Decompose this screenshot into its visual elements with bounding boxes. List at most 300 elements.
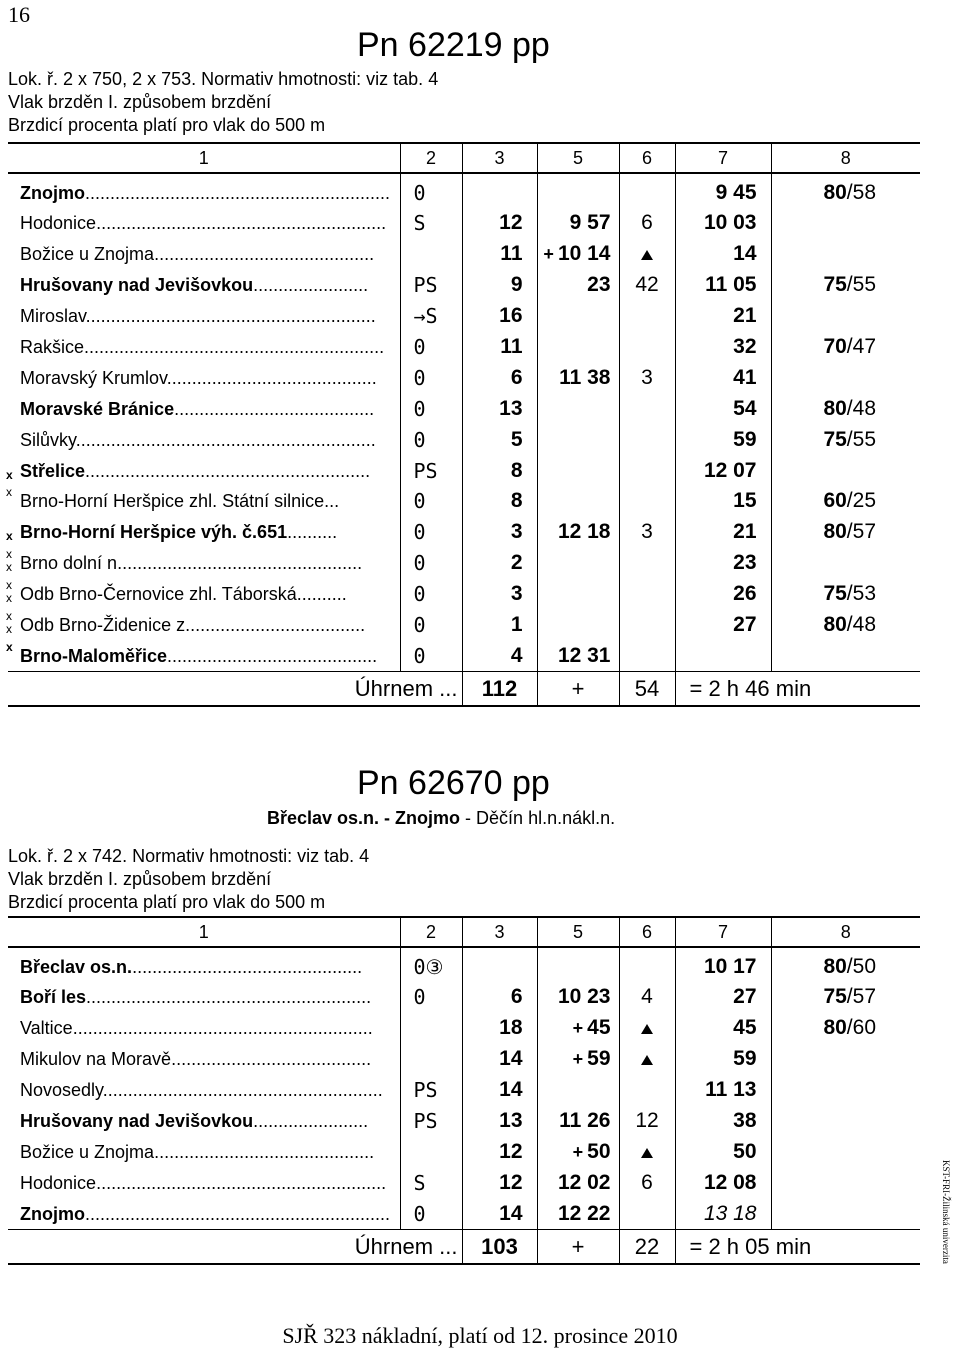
departure-value: 10 17 <box>703 955 757 978</box>
station-label: Novosedly <box>20 1080 103 1101</box>
departure-time <box>675 332 771 363</box>
train-info <box>8 845 369 914</box>
run-time: 14 <box>462 1198 537 1229</box>
departure-value: 50 <box>733 1139 757 1163</box>
info-line: Lok. ř. 2 x 750, 2 x 753. Normativ hmotnosti: viz tab. 4 <box>8 69 439 89</box>
departure-time <box>675 1106 771 1137</box>
departure-time <box>675 1013 771 1044</box>
brake-slash: / <box>846 1016 853 1040</box>
arrival-time <box>537 301 619 332</box>
stop-code: 0 <box>400 517 462 548</box>
info-line: Vlak brzděn I. způsobem brzdění <box>8 92 272 112</box>
timetable <box>8 142 920 707</box>
departure-value: 54 <box>733 396 757 420</box>
dwell-time <box>619 1044 675 1075</box>
brake-percent <box>771 239 920 270</box>
leader-dots: ........................................ <box>171 1049 372 1070</box>
route-subtitle <box>267 808 615 829</box>
footer: SJŘ 323 nákladní, platí od 12. prosince 2010 <box>282 1323 678 1348</box>
station-label: Hrušovany nad Jevišovkou <box>20 1111 254 1131</box>
dwell-time <box>619 640 675 671</box>
arrival-value: 10 23 <box>557 985 611 1009</box>
departure-time <box>675 640 771 671</box>
column-header: 5 <box>537 917 619 947</box>
timetable <box>8 916 920 1265</box>
arrival-value: 23 <box>587 273 611 297</box>
station-label: Brno-Horní Heršpice výh. č.651 <box>20 522 288 543</box>
dwell-time <box>619 424 675 455</box>
x-marker: x <box>6 467 13 482</box>
station-cell <box>8 640 400 671</box>
brake-required: 75 <box>823 582 847 606</box>
train-title: Pn 62670 pp <box>357 764 550 802</box>
station-cell <box>8 579 400 610</box>
brake-percent <box>771 173 920 208</box>
x-marker: x <box>6 529 13 544</box>
table-row <box>8 455 920 486</box>
brake-slash: / <box>846 427 853 451</box>
brake-percent <box>771 982 920 1013</box>
station-label: Znojmo <box>20 1203 85 1224</box>
column-header: 2 <box>400 143 462 173</box>
leader-dots: .......... <box>287 522 338 543</box>
departure-value: 13 18 <box>703 1201 757 1225</box>
total-row <box>8 1230 920 1265</box>
station-name <box>6 609 366 637</box>
column-header: 6 <box>619 917 675 947</box>
departure-value: 14 <box>733 242 757 266</box>
station-label: Valtice <box>20 1018 73 1039</box>
stop-code: 0 <box>400 579 462 610</box>
station-name <box>8 306 376 326</box>
page-number: 16 <box>8 2 30 27</box>
leader-dots: ........................................................ <box>102 1080 383 1101</box>
stop-code <box>400 239 462 270</box>
brake-percent <box>771 548 920 579</box>
brake-percent <box>771 1136 920 1167</box>
stop-code: 0③ <box>400 947 462 982</box>
dwell-time: 4 <box>619 982 675 1013</box>
triangle-icon <box>641 1055 653 1065</box>
departure-time <box>675 982 771 1013</box>
station-label: Brno dolní n. <box>20 553 123 574</box>
station-label: Břeclav os.n. <box>20 957 133 977</box>
arrival-time <box>537 173 619 208</box>
departure-time <box>675 424 771 455</box>
station-label: Hodonice <box>20 1172 97 1193</box>
departure-time <box>675 610 771 641</box>
brake-required: 80 <box>823 396 847 420</box>
table-row <box>8 486 920 517</box>
arrival-value: 50 <box>587 1139 611 1163</box>
total-plus: + <box>537 1230 619 1265</box>
station-cell <box>8 982 400 1013</box>
stop-code: 0 <box>400 362 462 393</box>
brake-actual: 58 <box>852 181 876 204</box>
column-header: 3 <box>462 917 537 947</box>
station-name <box>6 547 363 575</box>
departure-time <box>675 1198 771 1229</box>
departure-value: 27 <box>733 985 757 1009</box>
stop-code: 0 <box>400 173 462 208</box>
brake-percent <box>771 424 920 455</box>
station-name <box>8 1204 390 1224</box>
table-row <box>8 1013 920 1044</box>
table-row <box>8 424 920 455</box>
triangle-icon <box>641 1024 653 1034</box>
station-cell <box>8 455 400 486</box>
run-time: 13 <box>462 1106 537 1137</box>
leader-dots: ............................................................ <box>75 429 376 450</box>
station-label: Rakšice <box>20 337 85 357</box>
total-run: 112 <box>462 672 537 707</box>
arrival-time <box>537 982 619 1013</box>
station-name <box>8 1018 373 1038</box>
brake-slash: / <box>846 335 853 358</box>
stop-code: 0 <box>400 1198 462 1229</box>
x-marker: x <box>6 578 12 593</box>
column-header: 7 <box>675 917 771 947</box>
leader-dots: ............................................ <box>154 1141 375 1162</box>
stop-code: →S <box>400 301 462 332</box>
column-header: 5 <box>537 143 619 173</box>
brake-actual: 60 <box>852 1016 876 1040</box>
station-cell <box>8 1167 400 1198</box>
leader-dots: ............................................ <box>154 244 375 265</box>
station-name <box>8 957 362 977</box>
station-label: Střelice <box>20 460 86 481</box>
dwell-time: 6 <box>619 208 675 239</box>
brake-percent <box>771 1106 920 1137</box>
station-cell <box>8 239 400 270</box>
station-name <box>8 183 390 203</box>
departure-time <box>675 947 771 982</box>
leader-dots: .......................................................... <box>96 213 387 234</box>
stop-code: 0 <box>400 610 462 641</box>
arrival-time <box>537 393 619 424</box>
plus-mark: + <box>572 1141 584 1162</box>
total-row <box>8 672 920 707</box>
departure-value: 12 07 <box>703 458 757 482</box>
triangle-icon <box>641 250 653 260</box>
arrival-value: 12 02 <box>557 1170 611 1194</box>
dwell-time <box>619 548 675 579</box>
info-line: Brzdicí procenta platí pro vlak do 500 m <box>8 892 326 912</box>
table-row <box>8 640 920 671</box>
dwell-time <box>619 455 675 486</box>
stop-code: 0 <box>400 982 462 1013</box>
arrival-time <box>537 579 619 610</box>
leader-dots: .......... <box>296 584 347 605</box>
station-name <box>6 639 378 666</box>
table-row <box>8 947 920 982</box>
departure-value: 59 <box>733 427 757 451</box>
run-time: 1 <box>462 610 537 641</box>
arrival-value: 45 <box>587 1016 611 1040</box>
total-stops: 54 <box>619 672 675 707</box>
brake-percent <box>771 517 920 548</box>
arrival-time <box>537 208 619 239</box>
stop-code: S <box>400 1167 462 1198</box>
stop-code: 0 <box>400 640 462 671</box>
stop-code <box>400 1044 462 1075</box>
run-time: 14 <box>462 1044 537 1075</box>
run-time: 12 <box>462 1136 537 1167</box>
arrival-time <box>537 1136 619 1167</box>
dwell-time: 3 <box>619 362 675 393</box>
brake-slash: / <box>846 489 853 513</box>
arrival-time <box>537 1198 619 1229</box>
dwell-time: 3 <box>619 517 675 548</box>
departure-value: 26 <box>733 582 757 606</box>
brake-slash: / <box>846 181 853 204</box>
total-run: 103 <box>462 1230 537 1265</box>
table-row <box>8 610 920 641</box>
departure-value: 9 45 <box>715 181 757 204</box>
departure-value: 11 05 <box>705 273 757 297</box>
leader-dots: ............................................................ <box>72 1018 373 1039</box>
brake-slash: / <box>846 520 853 544</box>
station-cell <box>8 173 400 208</box>
station-label: Odb Brno-Černovice zhl. Táborská <box>20 584 297 605</box>
run-time: 6 <box>462 362 537 393</box>
dwell-time <box>619 332 675 363</box>
run-time <box>462 947 537 982</box>
total-label: Úhrnem ... <box>8 1230 462 1265</box>
run-time: 3 <box>462 517 537 548</box>
dwell-time: 42 <box>619 270 675 301</box>
brake-percent <box>771 393 920 424</box>
side-text-label: KST-FRI-Žilinská univerzita <box>941 1160 951 1264</box>
run-time: 8 <box>462 486 537 517</box>
station-label: Moravské Bránice <box>20 398 175 419</box>
stop-code: PS <box>400 1075 462 1106</box>
station-name <box>8 430 376 450</box>
table-row <box>8 982 920 1013</box>
stop-code <box>400 1013 462 1044</box>
table-row <box>8 1106 920 1137</box>
dwell-time <box>619 1013 675 1044</box>
departure-value: 59 <box>733 1047 757 1071</box>
departure-time <box>675 301 771 332</box>
arrival-value: 9 57 <box>569 211 611 235</box>
arrival-time <box>537 640 619 671</box>
station-name <box>6 578 347 606</box>
departure-value: 41 <box>733 365 757 389</box>
brake-required: 75 <box>823 985 847 1009</box>
brake-required: 70 <box>823 335 847 358</box>
dwell-time <box>619 1075 675 1106</box>
station-label: Mikulov na Moravě <box>20 1049 172 1070</box>
departure-value: 12 08 <box>703 1170 757 1194</box>
station-label: Moravský Krumlov <box>20 367 167 388</box>
departure-value: 27 <box>733 613 757 637</box>
station-label: Hodonice <box>20 213 97 234</box>
total-result: = 2 h 05 min <box>675 1230 920 1265</box>
brake-percent <box>771 362 920 393</box>
station-cell <box>8 332 400 363</box>
station-label: Silůvky <box>20 429 76 450</box>
station-cell <box>8 548 400 579</box>
run-time: 4 <box>462 640 537 671</box>
table-row <box>8 208 920 239</box>
departure-time <box>675 1044 771 1075</box>
station-label: Božice u Znojma <box>20 1141 155 1162</box>
stop-code: PS <box>400 1106 462 1137</box>
run-time: 11 <box>462 332 537 363</box>
column-header: 3 <box>462 143 537 173</box>
arrival-time <box>537 548 619 579</box>
station-name <box>8 1142 374 1162</box>
brake-actual: 48 <box>852 396 876 420</box>
x-marker: x <box>6 591 12 606</box>
x-marker: x <box>6 622 12 637</box>
brake-actual: 57 <box>852 520 876 544</box>
departure-time <box>675 579 771 610</box>
station-label: Brno-Horní Heršpice zhl. Státní silnice <box>20 491 325 512</box>
leader-dots: ............................................................ <box>84 337 385 357</box>
column-header: 1 <box>8 917 400 947</box>
run-time: 9 <box>462 270 537 301</box>
brake-actual: 25 <box>852 489 876 513</box>
plus-mark: + <box>572 1049 584 1070</box>
station-cell <box>8 1013 400 1044</box>
departure-value: 21 <box>733 304 757 328</box>
brake-slash: / <box>846 955 853 978</box>
run-time: 13 <box>462 393 537 424</box>
station-name <box>8 1049 371 1069</box>
arrival-time <box>537 270 619 301</box>
brake-percent <box>771 486 920 517</box>
departure-time <box>675 270 771 301</box>
leader-dots: ....................... <box>253 1111 369 1131</box>
arrival-time <box>537 1106 619 1137</box>
run-time: 6 <box>462 982 537 1013</box>
brake-required: 60 <box>823 489 847 513</box>
departure-time <box>675 239 771 270</box>
leader-dots: ............................................................. <box>85 183 391 203</box>
brake-actual: 47 <box>852 335 876 358</box>
arrival-value: 10 14 <box>557 242 611 266</box>
station-name <box>8 1173 386 1193</box>
dwell-time <box>619 610 675 641</box>
run-time <box>462 173 537 208</box>
x-marker: x <box>6 547 12 562</box>
station-label: Božice u Znojma <box>20 244 155 265</box>
run-time: 8 <box>462 455 537 486</box>
leader-dots: .......................................................... <box>96 1172 387 1193</box>
brake-slash: / <box>846 613 853 637</box>
station-name <box>8 244 374 264</box>
departure-value: 32 <box>733 335 757 358</box>
arrival-time <box>537 332 619 363</box>
brake-actual: 48 <box>852 613 876 637</box>
station-cell <box>8 208 400 239</box>
total-result: = 2 h 46 min <box>675 672 920 707</box>
leader-dots: .......................................... <box>167 645 378 666</box>
station-name <box>8 522 337 542</box>
dwell-time <box>619 239 675 270</box>
brake-required: 80 <box>823 181 847 204</box>
column-header: 8 <box>771 917 920 947</box>
leader-dots: ............................................................. <box>85 1203 391 1224</box>
leader-dots: .......................................... <box>166 367 377 388</box>
arrival-time <box>537 362 619 393</box>
arrival-value: 12 18 <box>557 520 611 544</box>
dwell-time <box>619 579 675 610</box>
run-time: 5 <box>462 424 537 455</box>
arrival-time <box>537 455 619 486</box>
leader-dots: .............................................. <box>132 957 363 977</box>
station-cell <box>8 1044 400 1075</box>
departure-value: 38 <box>733 1109 757 1132</box>
station-name <box>8 987 371 1007</box>
station-name <box>6 485 340 512</box>
plus-mark: + <box>543 244 554 265</box>
total-plus: + <box>537 672 619 707</box>
dwell-time: 6 <box>619 1167 675 1198</box>
table-row <box>8 579 920 610</box>
arrival-time <box>537 239 619 270</box>
departure-time <box>675 1136 771 1167</box>
brake-required: 80 <box>823 520 847 544</box>
brake-slash: / <box>846 582 853 606</box>
station-name <box>8 337 384 357</box>
total-label: Úhrnem ... <box>8 672 462 707</box>
station-cell <box>8 1075 400 1106</box>
leader-dots: .................................... <box>185 615 366 636</box>
brake-percent <box>771 1075 920 1106</box>
brake-actual: 57 <box>852 985 876 1009</box>
arrival-time <box>537 1167 619 1198</box>
departure-value: 11 13 <box>705 1078 757 1102</box>
station-name <box>8 461 370 481</box>
column-header: 1 <box>8 143 400 173</box>
table-row <box>8 239 920 270</box>
brake-percent <box>771 1198 920 1229</box>
column-header: 7 <box>675 143 771 173</box>
stop-code: 0 <box>400 548 462 579</box>
brake-percent <box>771 301 920 332</box>
dwell-time <box>619 947 675 982</box>
x-marker: x <box>6 560 12 575</box>
station-cell <box>8 362 400 393</box>
brake-percent <box>771 208 920 239</box>
leader-dots: ................................................ <box>122 553 363 574</box>
leader-dots: ........................................ <box>174 398 375 419</box>
column-header: 6 <box>619 143 675 173</box>
brake-slash: / <box>846 985 853 1009</box>
table-row <box>8 517 920 548</box>
leader-dots: ......................................................... <box>86 987 372 1008</box>
brake-required: 75 <box>823 427 847 451</box>
station-cell <box>8 1198 400 1229</box>
leader-dots: ... <box>324 491 340 512</box>
arrival-time <box>537 1013 619 1044</box>
brake-percent <box>771 455 920 486</box>
dwell-time <box>619 1198 675 1229</box>
x-marker: x <box>6 639 13 654</box>
departure-value: 23 <box>733 551 757 575</box>
arrival-time <box>537 610 619 641</box>
table-row <box>8 362 920 393</box>
dwell-time <box>619 393 675 424</box>
departure-time <box>675 486 771 517</box>
station-label: Znojmo <box>20 183 85 203</box>
table-row <box>8 393 920 424</box>
dwell-time: 12 <box>619 1106 675 1137</box>
departure-value: 10 03 <box>703 211 757 235</box>
